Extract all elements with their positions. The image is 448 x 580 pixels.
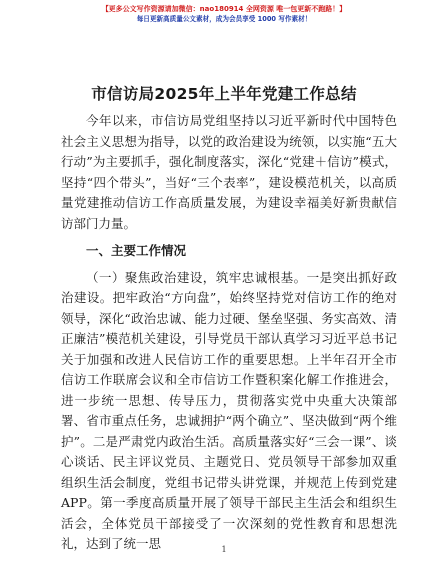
page-number: 1: [221, 545, 227, 554]
intro-paragraph: 今年以来，市信访局党组坚持以习近平新时代中国特色社会主义思想为指导，以党的政治建设为统领，以实施“五大行动”为主要抓手，强化制度落实，深化“党建＋信访”模式，坚持“四个带头”，当好“三个表率”，建设模范机关，以高质量党建推动信访工作高质量发展，为建设幸福美好新贵献信访部门力量。: [61, 113, 397, 231]
promo-banner-line-1: 【更多公文写作资源请加微信：nao180914 全网资源 唯一包更新不跑路！】: [101, 5, 347, 13]
document-body: [61, 111, 397, 555]
section-heading: 一、主要工作情况: [86, 243, 187, 258]
document-title: 市信访局2025年上半年党建工作总结: [91, 85, 357, 103]
promo-banner-line-2: 每日更新高质量公文素材，成为会员享受 1000 写作素材！: [136, 15, 312, 23]
promo-banner: [0, 4, 448, 24]
section-paragraph: （一）聚焦政治建设，筑牢忠诚根基。一是突出抓好政治建设。把牢政治“方向盘”，始终坚持党对信访工作的绝对领导，深化“政治忠诚、能力过硬、堡垒坚强、务实高效、清正廉洁”模范机关建设，引导党员干部认真学习习近平总书记关于加强和改进人民信访工作的重要思想。上半年召开全市信访工作联席会议和全市信访工作暨积案化解工作推进会，进一步统一思想、传导压力，贯彻落实党中央重大决策部署、省市重点任务，忠诚拥护“两个确立”、坚决做到“两个维护”。二是严肃党内政治生活。高质量落实好“三会一课”、谈心谈话、民主评议党员、主题党日、党员领导干部参加双重组织生活会制度，党组书记带头讲党课，并规范上传到党建APP。第一季度高质量开展了领导干部民主生活会和组织生活会，全体党员干部接受了一次深刻的党性教育和思想洗礼，达到了统一思: [61, 269, 397, 551]
